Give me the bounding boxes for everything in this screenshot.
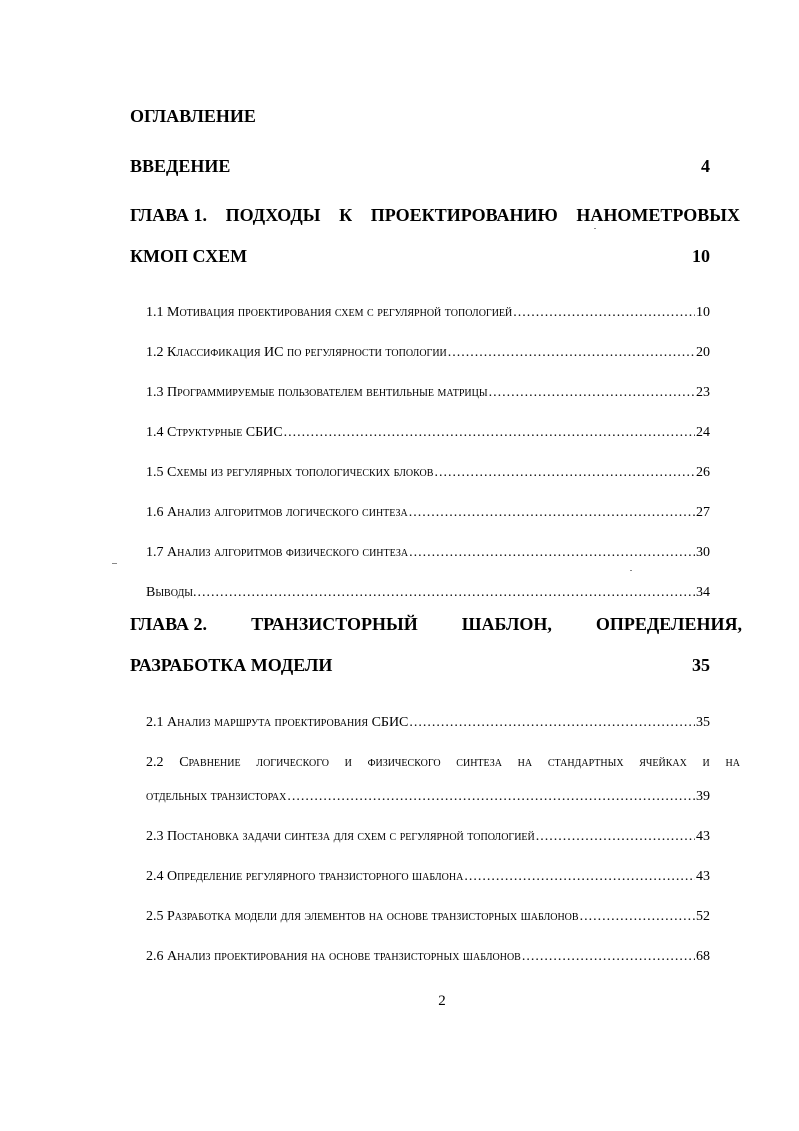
scan-artifact [594,228,596,229]
toc-intro-page: 4 [701,156,710,176]
toc-word: и [702,755,710,770]
toc-entry-label: 1.3 Программируемые пользователем вентильные матрицы [146,385,488,400]
toc-entry-page: 30 [696,545,710,560]
toc-entry-page: 68 [696,949,710,964]
leader-dots [448,345,695,361]
toc-entry-label: 1.5 Схемы из регулярных топологических блоков [146,465,434,480]
toc-word: и [344,755,352,770]
toc-word: синтеза [456,755,502,770]
chapter2-word: ТРАНЗИСТОРНЫЙ [251,614,418,634]
leader-dots [522,949,695,965]
chapter1-page: 10 [692,246,710,266]
chapter1-title: КМОП СХЕМ [130,246,248,266]
page-number: 2 [438,993,446,1009]
toc-entry-page: 34 [696,585,710,600]
toc-entry-1-6[interactable] [146,505,710,521]
leader-dots [489,385,695,401]
chapter1-word: ПОДХОДЫ [225,205,321,225]
toc-entry-page: 43 [696,869,710,884]
chapter1-heading-line1[interactable] [130,205,740,226]
leader-dots [287,789,695,805]
toc-word: ячейках [639,755,687,770]
toc-entry-page: 10 [696,305,710,320]
leader-dots [284,425,695,441]
toc-entry-1-3[interactable] [146,385,710,401]
toc-entry-2-2-line2[interactable] [146,789,710,805]
toc-entry-conclusions[interactable] [146,585,710,601]
chapter2-word: ГЛАВА 2. [130,614,208,634]
toc-entry-label: 1.2 Классификация ИС по регулярности топологии [146,345,447,360]
toc-entry-page: 35 [696,715,710,730]
toc-entry-1-7[interactable] [146,545,710,561]
chapter2-title: РАЗРАБОТКА МОДЕЛИ [130,655,333,675]
chapter1-word: ПРОЕКТИРОВАНИЮ [370,205,558,225]
toc-entry-page: 39 [696,789,710,804]
toc-word: физического [367,755,441,770]
toc-entry-label: 2.3 Постановка задачи синтеза для схем с регулярной топологией [146,829,535,844]
leader-dots [409,545,695,561]
toc-entry-page: 23 [696,385,710,400]
toc-intro[interactable] [130,156,710,177]
chapter2-heading-line1[interactable] [130,614,742,635]
toc-entry-label: 2.5 Разработка модели для элементов на основе транзисторных шаблонов [146,909,579,924]
leader-dots [198,585,696,601]
toc-entry-label: 2.4 Определение регулярного транзисторного шаблона [146,869,464,884]
toc-title: ОГЛАВЛЕНИЕ [130,106,256,126]
toc-entry-page: 52 [696,909,710,924]
toc-word: Сравнение [179,755,241,770]
leader-dots [513,305,695,321]
toc-entry-page: 43 [696,829,710,844]
toc-entry-label: 2.1 Анализ маршрута проектирования СБИС [146,715,409,730]
chapter2-word: ШАБЛОН, [461,614,552,634]
toc-entry-1-5[interactable] [146,465,710,481]
chapter1-heading-line2[interactable] [130,246,710,267]
toc-entry-label: Выводы. [146,585,197,600]
toc-entry-label: 2.6 Анализ проектирования на основе транзисторных шаблонов [146,949,521,964]
toc-entry-page: 24 [696,425,710,440]
toc-entry-page: 26 [696,465,710,480]
toc-word: логического [256,755,329,770]
scan-artifact [112,563,117,564]
toc-entry-1-4[interactable] [146,425,710,441]
toc-entry-2-6[interactable] [146,949,710,965]
toc-entry-2-3[interactable] [146,829,710,845]
leader-dots [464,869,695,885]
toc-entry-2-1[interactable] [146,715,710,731]
toc-entry-page: 20 [696,345,710,360]
toc-entry-1-1[interactable] [146,305,710,321]
chapter2-heading-line2[interactable] [130,655,710,676]
toc-word: на [725,755,740,770]
chapter2-word: ОПРЕДЕЛЕНИЯ, [595,614,742,634]
leader-dots [536,829,695,845]
toc-word: 2.2 [146,755,164,770]
scan-artifact [630,570,632,571]
leader-dots [409,505,695,521]
toc-entry-label: отдельных транзисторах [146,789,287,804]
chapter1-word: ГЛАВА 1. [130,205,208,225]
toc-entry-label: 1.1 Мотивация проектирования схем с регулярной топологией [146,305,513,320]
toc-entry-2-5[interactable] [146,909,710,925]
toc-entry-2-2-line1[interactable] [146,755,740,771]
leader-dots [409,715,695,731]
toc-entry-label: 1.6 Анализ алгоритмов логического синтеза [146,505,408,520]
leader-dots [580,909,695,925]
toc-word: стандартных [547,755,624,770]
toc-entry-label: 1.7 Анализ алгоритмов физического синтеза [146,545,409,560]
leader-dots [434,465,695,481]
chapter2-page: 35 [692,655,710,675]
toc-entry-page: 27 [696,505,710,520]
toc-intro-label: ВВЕДЕНИЕ [130,156,231,176]
chapter1-word: К [339,205,353,225]
toc-word: на [517,755,533,770]
toc-entry-label: 1.4 Структурные СБИС [146,425,283,440]
chapter1-word: НАНОМЕТРОВЫХ [576,205,740,225]
toc-entry-1-2[interactable] [146,345,710,361]
toc-entry-2-4[interactable] [146,869,710,885]
